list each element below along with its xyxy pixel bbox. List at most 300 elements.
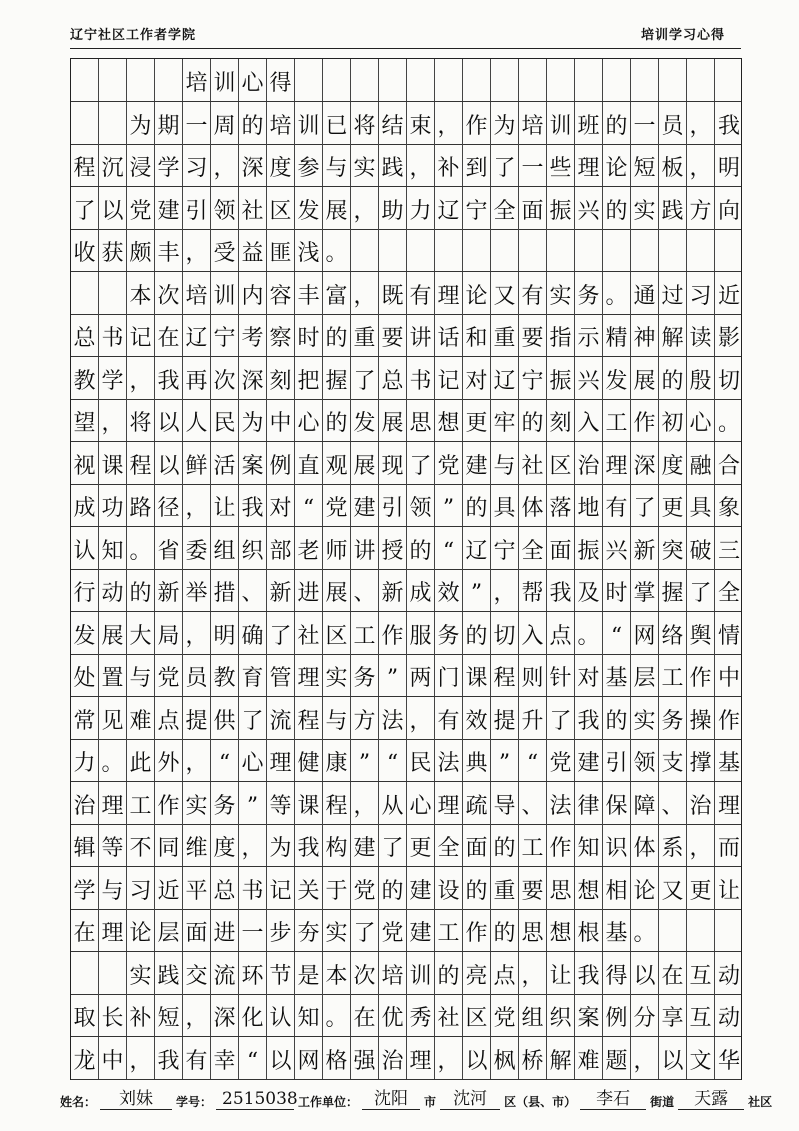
text-line: [71, 442, 741, 485]
grid-cell: 振: [575, 527, 603, 569]
grid-cell: 效: [435, 569, 463, 611]
grid-cell: 织: [547, 994, 575, 1036]
grid-cell: 沉: [99, 144, 127, 186]
grid-cell: 案: [575, 994, 603, 1036]
grid-cell: [631, 59, 659, 101]
grid-cell: [659, 59, 687, 101]
grid-cell: 典: [463, 739, 491, 781]
grid-cell: 殷: [687, 357, 715, 399]
grid-cell: 工: [351, 612, 379, 654]
grid-cell: 基: [603, 654, 631, 696]
grid-cell: 成: [407, 569, 435, 611]
grid-cell: 治: [379, 1037, 407, 1079]
grid-cell: 理: [603, 442, 631, 484]
grid-cell: ，: [631, 1037, 659, 1079]
grid-cell: 民: [407, 739, 435, 781]
street-value: 李石: [580, 1091, 646, 1110]
grid-cell: 实: [631, 187, 659, 229]
grid-cell: 又: [659, 867, 687, 909]
grid-cell: ，: [687, 144, 715, 186]
grid-cell: 社: [519, 442, 547, 484]
name-value: 刘妹: [100, 1091, 172, 1110]
grid-cell: 面: [547, 527, 575, 569]
grid-cell: 已: [323, 102, 351, 144]
grid-cell: 舆: [687, 612, 715, 654]
grid-cell: 节: [267, 952, 295, 994]
grid-cell: 的: [239, 102, 267, 144]
grid-cell: 新: [155, 569, 183, 611]
grid-cell: 破: [687, 527, 715, 569]
grid-cell: 更: [463, 399, 491, 441]
text-line: [71, 484, 741, 527]
grid-cell: [351, 229, 379, 271]
grid-cell: 对: [575, 654, 603, 696]
grid-cell: 训: [295, 102, 323, 144]
grid-cell: [463, 229, 491, 271]
grid-cell: 的: [659, 357, 687, 399]
grid-cell: 治: [575, 442, 603, 484]
grid-cell: 要: [519, 314, 547, 356]
grid-cell: 近: [155, 867, 183, 909]
grid-cell: 学: [155, 144, 183, 186]
grid-cell: 支: [659, 739, 687, 781]
grid-cell: 升: [519, 697, 547, 739]
grid-cell: 再: [183, 357, 211, 399]
grid-cell: [519, 59, 547, 101]
grid-cell: 。: [603, 272, 631, 314]
grid-cell: [659, 229, 687, 271]
grid-cell: 展: [631, 357, 659, 399]
grid-cell: 面: [183, 909, 211, 951]
grid-cell: 不: [127, 824, 155, 866]
grid-cell: 心: [295, 399, 323, 441]
grid-cell: 障: [631, 782, 659, 824]
grid-cell: 有: [519, 272, 547, 314]
grid-cell: 区: [463, 994, 491, 1036]
text-line: [71, 824, 741, 867]
text-line: [71, 909, 741, 952]
grid-cell: 握: [323, 357, 351, 399]
grid-cell: 合: [717, 453, 740, 479]
grid-cell: 近: [717, 283, 740, 309]
grid-cell: 兴: [603, 527, 631, 569]
grid-cell: 总: [211, 867, 239, 909]
grid-cell: 心: [239, 59, 267, 101]
grid-cell: ，: [407, 144, 435, 186]
grid-cell: 律: [575, 782, 603, 824]
grid-cell: 得: [603, 952, 631, 994]
grid-cell: 培: [267, 102, 295, 144]
grid-cell: 精: [603, 314, 631, 356]
grid-cell: 化: [239, 994, 267, 1036]
grid-cell: [603, 229, 631, 271]
grid-cell: 根: [575, 909, 603, 951]
grid-cell: 鲜: [183, 442, 211, 484]
grid-cell: 确: [239, 612, 267, 654]
grid-cell: 书: [239, 867, 267, 909]
grid-cell: 直: [295, 442, 323, 484]
grid-cell: [99, 102, 127, 144]
grid-cell: [491, 229, 519, 271]
grid-cell: 入: [575, 399, 603, 441]
city-value: 沈阳: [362, 1091, 420, 1110]
grid-cell: 次: [155, 272, 183, 314]
grid-cell: 夯: [295, 909, 323, 951]
grid-cell: 流: [211, 952, 239, 994]
grid-cell: 格: [323, 1037, 351, 1079]
text-line: [71, 59, 741, 102]
grid-cell: 宁: [519, 357, 547, 399]
city-suffix: 市: [424, 1094, 437, 1109]
text-line: [71, 697, 741, 740]
grid-cell: 的: [463, 484, 491, 526]
grid-cell: 难: [127, 697, 155, 739]
grid-cell: 成: [71, 484, 99, 526]
grid-cell: 网: [295, 1037, 323, 1079]
grid-cell: 作: [463, 102, 491, 144]
district-suffix: 区（县、市）: [504, 1094, 577, 1109]
grid-cell: 记: [267, 867, 295, 909]
grid-cell: [687, 909, 715, 951]
grid-cell: 了: [407, 442, 435, 484]
grid-cell: 社: [295, 612, 323, 654]
grid-cell: 刻: [547, 399, 575, 441]
grid-cell: ，: [687, 824, 715, 866]
grid-cell: 在: [659, 952, 687, 994]
grid-cell: 以: [659, 1037, 687, 1079]
grid-cell: 法: [547, 782, 575, 824]
grid-cell: 互: [687, 952, 715, 994]
grid-cell: 育: [239, 654, 267, 696]
grid-cell: ，: [351, 782, 379, 824]
grid-cell: 论: [631, 867, 659, 909]
text-line: [71, 1037, 741, 1080]
grid-cell: 工: [519, 824, 547, 866]
grid-cell: [407, 59, 435, 101]
grid-cell: “: [239, 1037, 267, 1079]
grid-cell: 兴: [575, 187, 603, 229]
text-line: [71, 654, 741, 697]
grid-cell: 训: [547, 102, 575, 144]
grid-cell: 我: [155, 357, 183, 399]
grid-cell: 浸: [127, 144, 155, 186]
grid-cell: 案: [239, 442, 267, 484]
grid-cell: 针: [547, 654, 575, 696]
grid-cell: [547, 59, 575, 101]
grid-cell: 面: [463, 824, 491, 866]
text-line: [71, 399, 741, 442]
grid-cell: 桥: [519, 1037, 547, 1079]
grid-cell: 中: [267, 399, 295, 441]
grid-cell: 浅: [295, 229, 323, 271]
document-type-label: 培训学习心得: [640, 28, 725, 43]
grid-cell: 本: [127, 272, 155, 314]
grid-cell: 秀: [407, 994, 435, 1036]
grid-cell: 务: [575, 272, 603, 314]
grid-cell: 我: [717, 113, 740, 139]
grid-cell: 党: [155, 654, 183, 696]
grid-cell: ，: [99, 399, 127, 441]
grid-cell: 法: [435, 739, 463, 781]
grid-cell: 题: [603, 1037, 631, 1079]
grid-cell: 的: [323, 314, 351, 356]
grid-cell: 辽: [435, 187, 463, 229]
grid-cell: 工: [127, 782, 155, 824]
name-label: 姓名：: [60, 1094, 97, 1109]
grid-cell: 组: [519, 994, 547, 1036]
grid-cell: 进: [295, 569, 323, 611]
grid-cell: 得: [267, 59, 295, 101]
grid-cell: 理: [435, 782, 463, 824]
grid-cell: 亮: [463, 952, 491, 994]
grid-cell: [687, 229, 715, 271]
grid-cell: 总: [71, 314, 99, 356]
grid-cell: 。: [631, 909, 659, 951]
grid-cell: 情: [717, 623, 740, 649]
grid-cell: 方: [351, 697, 379, 739]
grid-cell: ，: [211, 144, 239, 186]
grid-cell: 保: [603, 782, 631, 824]
grid-cell: 振: [547, 357, 575, 399]
grid-cell: 习: [127, 867, 155, 909]
grid-cell: 了: [547, 697, 575, 739]
grid-cell: 次: [351, 952, 379, 994]
grid-cell: [71, 102, 99, 144]
grid-cell: 有: [407, 272, 435, 314]
grid-cell: 发: [351, 399, 379, 441]
grid-cell: 展: [351, 442, 379, 484]
grid-cell: 、: [351, 569, 379, 611]
grid-cell: 以: [463, 1037, 491, 1079]
grid-cell: 习: [687, 272, 715, 314]
grid-cell: 部: [267, 527, 295, 569]
grid-cell: 深: [239, 144, 267, 186]
grid-cell: 取: [71, 994, 99, 1036]
grid-cell: ，: [183, 739, 211, 781]
grid-cell: 的: [127, 569, 155, 611]
grid-cell: 的: [491, 909, 519, 951]
grid-cell: 省: [155, 527, 183, 569]
grid-cell: 设: [435, 867, 463, 909]
grid-cell: 维: [183, 824, 211, 866]
grid-cell: 将: [127, 399, 155, 441]
grid-cell: [575, 229, 603, 271]
grid-cell: 党: [435, 442, 463, 484]
footer-info: [60, 1089, 773, 1110]
grid-cell: 示: [575, 314, 603, 356]
grid-cell: 让: [717, 878, 740, 904]
grid-cell: 记: [127, 314, 155, 356]
street-suffix: 街道: [650, 1094, 675, 1109]
grid-cell: 建: [155, 187, 183, 229]
text-line: [71, 272, 741, 315]
grid-cell: 发: [603, 357, 631, 399]
grid-cell: 层: [155, 909, 183, 951]
grid-cell: 基: [603, 909, 631, 951]
grid-cell: [71, 272, 99, 314]
grid-cell: 训: [211, 272, 239, 314]
grid-cell: 解: [547, 1037, 575, 1079]
grid-cell: 大: [127, 612, 155, 654]
grid-cell: 的: [435, 952, 463, 994]
grid-cell: 作: [155, 782, 183, 824]
grid-cell: 作: [463, 909, 491, 951]
grid-cell: [295, 59, 323, 101]
grid-cell: 点: [547, 612, 575, 654]
grid-cell: 平: [183, 867, 211, 909]
grid-cell: 面: [519, 187, 547, 229]
grid-cell: [715, 229, 743, 271]
grid-cell: 知: [295, 994, 323, 1036]
district-value: 沈河: [440, 1091, 500, 1110]
grid-cell: ，: [127, 1037, 155, 1079]
grid-cell: 程: [71, 144, 99, 186]
grid-cell: 理: [407, 1037, 435, 1079]
grid-cell: 牢: [491, 399, 519, 441]
grid-cell: 论: [127, 909, 155, 951]
grid-cell: 动: [717, 963, 740, 989]
grid-cell: 补: [435, 144, 463, 186]
grid-cell: 中: [717, 666, 740, 691]
grid-cell: [631, 229, 659, 271]
grid-cell: 课: [295, 782, 323, 824]
grid-cell: 助: [379, 187, 407, 229]
grid-cell: 环: [239, 952, 267, 994]
grid-cell: [519, 229, 547, 271]
grid-cell: [715, 909, 743, 951]
grid-cell: 程: [323, 782, 351, 824]
grid-cell: 在: [155, 314, 183, 356]
grid-cell: 与: [323, 697, 351, 739]
grid-cell: 实: [127, 952, 155, 994]
grid-cell: 长: [99, 994, 127, 1036]
grid-cell: 、: [239, 569, 267, 611]
grid-cell: 。: [127, 527, 155, 569]
grid-cell: 度: [211, 824, 239, 866]
grid-cell: 作: [379, 612, 407, 654]
grid-cell: 读: [687, 314, 715, 356]
grid-cell: 等: [99, 824, 127, 866]
grid-cell: 点: [155, 697, 183, 739]
grid-cell: [407, 229, 435, 271]
grid-cell: 党: [127, 187, 155, 229]
grid-cell: 作: [717, 708, 740, 734]
grid-cell: 通: [631, 272, 659, 314]
grid-cell: 为: [239, 399, 267, 441]
grid-cell: 宁: [463, 187, 491, 229]
grid-cell: 宁: [491, 527, 519, 569]
grid-cell: 初: [659, 399, 687, 441]
grid-cell: 让: [211, 484, 239, 526]
grid-cell: 讲: [351, 527, 379, 569]
grid-cell: 教: [71, 357, 99, 399]
grid-cell: ，: [127, 357, 155, 399]
grid-cell: 作: [547, 824, 575, 866]
grid-cell: 建: [351, 824, 379, 866]
grid-cell: 构: [323, 824, 351, 866]
grid-cell: 区: [547, 442, 575, 484]
text-line: [71, 612, 741, 655]
grid-cell: 效: [463, 697, 491, 739]
grid-cell: 宁: [211, 314, 239, 356]
grid-cell: 想: [435, 399, 463, 441]
grid-cell: ，: [407, 697, 435, 739]
text-line: [71, 357, 741, 400]
grid-cell: 党: [491, 994, 519, 1036]
grid-cell: 一: [631, 102, 659, 144]
grid-cell: 工: [659, 654, 687, 696]
grid-cell: 有: [183, 1037, 211, 1079]
text-line: [71, 314, 741, 357]
grid-cell: 了: [687, 569, 715, 611]
grid-cell: 全: [717, 581, 740, 606]
grid-cell: 华: [717, 1048, 740, 1074]
grid-cell: 辽: [183, 314, 211, 356]
grid-cell: ”: [435, 484, 463, 526]
grid-cell: 束: [407, 102, 435, 144]
grid-cell: 容: [267, 272, 295, 314]
grid-cell: ，: [239, 824, 267, 866]
grid-cell: 解: [659, 314, 687, 356]
grid-cell: 授: [379, 527, 407, 569]
grid-cell: 总: [379, 357, 407, 399]
grid-cell: “: [435, 527, 463, 569]
text-line: [71, 782, 741, 825]
grid-cell: 建: [575, 739, 603, 781]
grid-cell: 功: [99, 484, 127, 526]
grid-cell: 党: [379, 909, 407, 951]
grid-cell: 流: [267, 697, 295, 739]
text-line: [71, 994, 741, 1037]
grid-cell: 发: [295, 187, 323, 229]
grid-cell: 以: [155, 442, 183, 484]
grid-cell: 讲: [407, 314, 435, 356]
grid-cell: 论: [463, 272, 491, 314]
text-line: [71, 527, 741, 570]
grid-cell: 指: [547, 314, 575, 356]
grid-cell: 提: [183, 697, 211, 739]
grid-cell: 措: [211, 569, 239, 611]
grid-cell: 了: [491, 144, 519, 186]
grid-cell: 我: [547, 569, 575, 611]
grid-cell: 了: [379, 824, 407, 866]
grid-cell: [127, 59, 155, 101]
grid-cell: 结: [379, 102, 407, 144]
grid-cell: 与: [323, 144, 351, 186]
grid-cell: 具: [687, 484, 715, 526]
grid-cell: 要: [379, 314, 407, 356]
grid-cell: 工: [435, 909, 463, 951]
grid-cell: 党: [323, 484, 351, 526]
grid-cell: ”: [491, 739, 519, 781]
grid-cell: 切: [491, 612, 519, 654]
grid-cell: 掌: [631, 569, 659, 611]
grid-cell: 委: [183, 527, 211, 569]
grid-cell: 视: [71, 442, 99, 484]
grid-cell: 织: [239, 527, 267, 569]
grid-cell: 我: [295, 824, 323, 866]
grid-cell: 话: [435, 314, 463, 356]
grid-cell: [379, 229, 407, 271]
grid-cell: 了: [351, 909, 379, 951]
grid-cell: 建: [407, 909, 435, 951]
grid-cell: 系: [659, 824, 687, 866]
grid-cell: 体: [631, 824, 659, 866]
grid-cell: 训: [211, 59, 239, 101]
grid-cell: 动: [99, 569, 127, 611]
grid-cell: 。: [575, 612, 603, 654]
grid-cell: 匪: [267, 229, 295, 271]
